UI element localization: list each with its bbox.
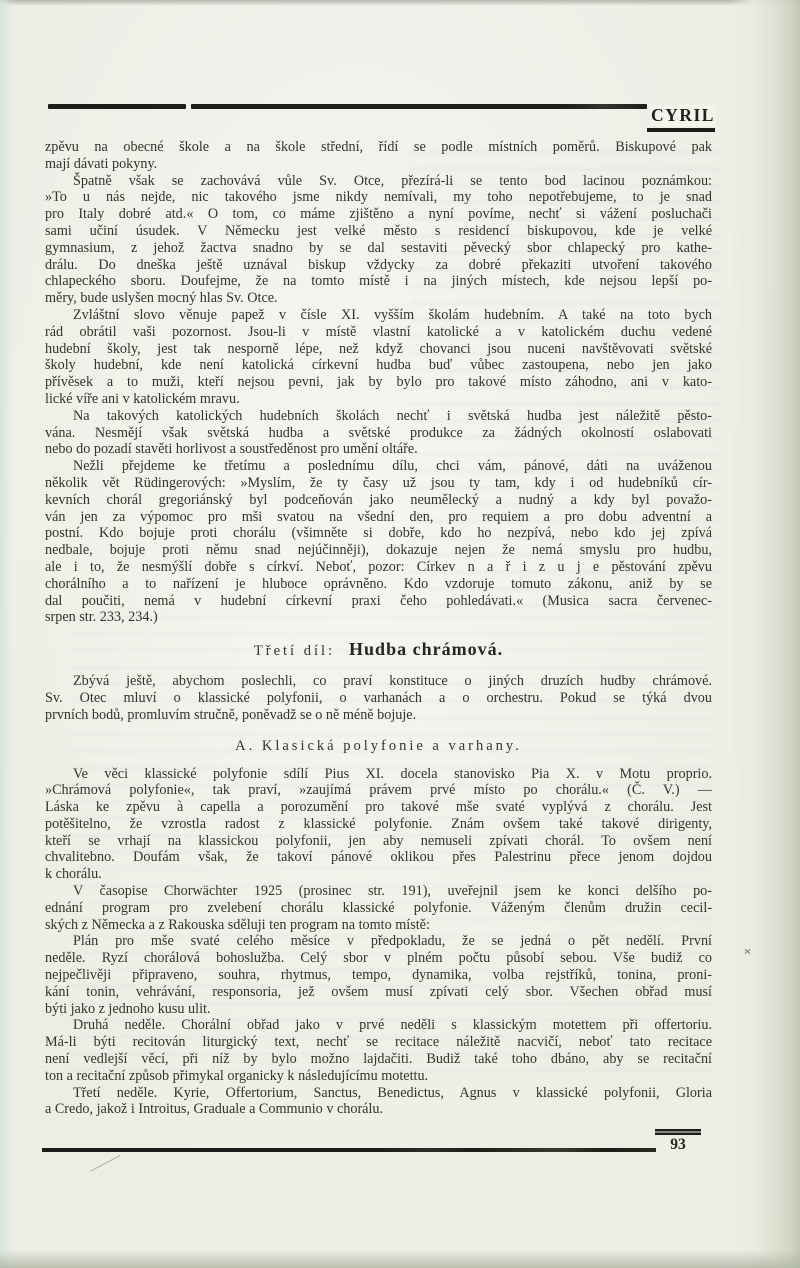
- text-line: Zvláštní slovo věnuje papež v čísle XI. vyšším školám hudebním. A také na toto bych: [73, 306, 712, 323]
- text-line: chlapeckého sboru. Doufejme, že na tomto místě i na jiných místech, kde nejsou lepší po-: [45, 273, 712, 290]
- text-line: V časopise Chorwächter 1925 (prosinec str. 191), uveřejnil jsem ke konci delšího po-: [73, 883, 712, 900]
- page-body: [45, 139, 712, 1118]
- text-line: a Credo, jakož i Introitus, Graduale a Communio v chorálu.: [45, 1101, 384, 1118]
- text-line: potěšitelno, že vzrostla radost z klassické polyfonie. Znám ovšem také takové dirigenty,: [45, 815, 712, 832]
- text-line: Plán pro mše svaté celého měsíce v předpokladu, že se jedná o pět nedělí. První: [73, 933, 712, 950]
- text-line: prvních bodů, promluvím stručně, poněvadž se o ně méně bojuje.: [45, 706, 417, 723]
- text-line: chvalitebno. Doufám však, že takoví pánové oklikou přes Palestrinu přece jenom dojdou: [45, 849, 712, 866]
- text-line: postní. Kdo bojuje proti chorálu (všimněte si dobře, kdo ho nezpívá, nebo kdo jej zpívá: [45, 525, 712, 542]
- text-line: Třetí neděle. Kyrie, Offertorium, Sanctus, Benedictus, Agnus v klassické polyfonii, Gloria: [73, 1084, 712, 1101]
- text-line: rád obrátil vaši pozornost. Jsou-li v místě vlastní katolické a v katolickém duchu vedené: [45, 323, 712, 340]
- text-line: Na takových katolických hudebních školách nechť i světská hudba jest náležitě pěsto-: [73, 407, 712, 424]
- scan-edge-bottom: [0, 1250, 800, 1268]
- page-number: 93: [670, 1136, 686, 1153]
- scan-edge-top: [0, 0, 800, 6]
- text-line: nedbale, bojuje proti němu snad nejúčinněji), dokazuje nejen že nemá smyslu pro hudbu,: [45, 542, 712, 559]
- text-line: nebo do pozadí stavěti horlivost a soustředěnost pro umění oltáře.: [45, 441, 418, 458]
- text-line: Láska ke zpěvu à capella a porozumění pro takové mše svaté vyplývá z chorálu. Jest: [45, 799, 712, 816]
- text-line: Špatně však se zachovává vůle Sv. Otce, přezírá-li se tento bod lacinou poznámkou:: [73, 172, 712, 189]
- text-line: kteří se vrhají na klassickou polyfonii, jen aby nemuseli zpívati chorál. To ovšem není: [45, 832, 712, 849]
- scan-edge-left: [0, 0, 14, 1268]
- text-line: několik vět Rüdingerových: »Myslím, že ty časy už jsou ty tam, kdy i od hudebníků cír-: [45, 474, 712, 491]
- text-line: vána. Nesmějí však světská hudba a světské produkce za žádných okolností oslabovati: [45, 424, 712, 441]
- footer-rule: [42, 1148, 656, 1152]
- paper-scratch: [90, 1155, 120, 1172]
- text-line: »Chrámová polyfonie«, tak praví, »zaujímá právem prvé místo po chorálu.« (Č. V.) —: [45, 782, 712, 799]
- paragraph: [45, 408, 712, 458]
- text-line: Ve věci klassické polyfonie sdílí Pius XI. docela stanovisko Pia X. v Motu proprio.: [73, 765, 712, 782]
- text-line: k chorálu.: [45, 866, 102, 883]
- header-rule-right: [191, 104, 647, 109]
- subsection-heading: A. Klasická polyfonie a varhany.: [235, 737, 522, 754]
- text-line: Zbývá ještě, abychom poslechli, co praví konstituce o jiných druzích hudby chrámové.: [73, 673, 712, 690]
- paragraph: [45, 139, 712, 173]
- text-line: dal poučiti, nemá v hudební církevní praxi čeho pohledávati.« (Musica sacra červenec-: [45, 592, 712, 609]
- text-line: gymnasium, z jehož žactva snadno by se dal sestaviti pěvecký sbor chlapecký pro kathe-: [45, 239, 712, 256]
- text-line: býti jako z jednoho kusu ulit.: [45, 1000, 211, 1017]
- section-heading: [45, 638, 712, 660]
- text-line: Nežli přejdeme ke třetímu a poslednímu dílu, chci vám, pánové, dáti na uváženou: [73, 458, 712, 475]
- text-line: ských z Německa a z Rakouska sděluji ten program na tomto místě:: [45, 916, 430, 933]
- text-line: ván jen za výpomoc pro mši svatou na všední den, pro requiem a pro dobu adventní a: [45, 508, 712, 525]
- text-line: Má-li býti recitován liturgický text, nechť se recitace náležitě nacvičí, neboť tato recitace: [45, 1034, 712, 1051]
- text-line: ednání program pro zvelebení chorálu klassické polyfonie. Váženým členům družin cecil-: [45, 899, 712, 916]
- text-line: kání tonin, vehrávání, responsoria, jež ovšem musí zpívati celý sbor. Všechen obřad musí: [45, 983, 712, 1000]
- scan-edge-right: [730, 0, 800, 1268]
- section-heading-title: Hudba chrámová.: [349, 639, 504, 660]
- text-line: lické víře ani v katolickém mravu.: [45, 390, 240, 407]
- paragraph: [45, 1085, 712, 1119]
- paragraph: [45, 673, 712, 723]
- paragraph: [45, 173, 712, 307]
- text-line: drálu. Do dneška ještě uznával biskup vždycky za dobré překaziti utvoření takového: [45, 256, 712, 273]
- text-line: srpen str. 233, 234.): [45, 609, 158, 626]
- text-line: neděle. Ryzí chorálová bohoslužba. Celý sbor v plném počtu působí sebou. Vše budiž co: [45, 950, 712, 967]
- paragraph: [45, 458, 712, 626]
- text-line: ale i to, že nesmýšlí dobře s církví. Neboť, pozor: Církev n a ř i z u j e pěstování zpěvu: [45, 558, 712, 575]
- text-line: chorálního a to nařízení je hluboce oprávněno. Kdo vzdoruje tomuto zákonu, aniž by se: [45, 575, 712, 592]
- text-line: pro Italy dobré atd.« O tom, co máme zjištěno a nyní povíme, nechť si vážení posluchači: [45, 206, 712, 223]
- text-line: školy hudební, kde není katolická církevní hudba buď vůbec zastoupena, nebo jen jako: [45, 357, 712, 374]
- header-rule-left: [48, 104, 186, 109]
- text-line: mají dávati pokyny.: [45, 155, 158, 172]
- masthead-underline: [647, 128, 715, 132]
- text-line: zpěvu na obecné škole a na škole střední, řídí se podle místních poměrů. Biskupové pak: [45, 139, 712, 155]
- text-line: Sv. Otec mluví o klassické polyfonii, o varhanách a o orchestru. Pokud se týká dvou: [45, 689, 712, 706]
- paragraph: [45, 1017, 712, 1084]
- paragraph: [45, 766, 712, 884]
- paragraph: [45, 883, 712, 933]
- text-line: sami učiní úsudek. V Německu jest velké město s residencí biskupovou, kde je velké: [45, 222, 712, 239]
- text-line: nejpečlivěji připraveno, souhra, rhytmus, tempo, dynamika, volba rejstříků, tonina, proni-: [45, 967, 712, 984]
- text-line: není vedlejší věcí, při níž by bylo možno lajdačiti. Budiž také toho dbáno, aby se recitační: [45, 1051, 712, 1068]
- section-heading-prefix: Třetí díl:: [253, 643, 336, 660]
- paper-speck: [744, 948, 751, 955]
- text-line: hudební školy, jest tak nesporně lépe, než když chovanci jsou nuceni navštěvovati světské: [45, 340, 712, 357]
- page-number-bar: [655, 1129, 701, 1135]
- text-line: ton a recitační způsob přimykal organicky k následujícímu motettu.: [45, 1067, 429, 1084]
- paragraph: [45, 933, 712, 1017]
- text-line: přívěsek a to muži, kteří nejsou pevni, jak by bylo pro takové místo záhodno, ani v kato-: [45, 374, 712, 391]
- text-line: »To u nás nejde, nic takového jsme nikdy nemívali, my toho nepotřebujeme, to je snad: [45, 189, 712, 206]
- text-line: kevních chorál gregoriánský byl podceňován jako neumělecký a nudný a kdy byl považo-: [45, 491, 712, 508]
- paragraph: [45, 307, 712, 408]
- text-line: Druhá neděle. Chorální obřad jako v prvé neděli s klassickým motettem při offertoriu.: [73, 1017, 712, 1034]
- masthead-title: CYRIL: [651, 105, 715, 125]
- text-line: měry, bude uslyšen mocný hlas Sv. Otce.: [45, 290, 278, 307]
